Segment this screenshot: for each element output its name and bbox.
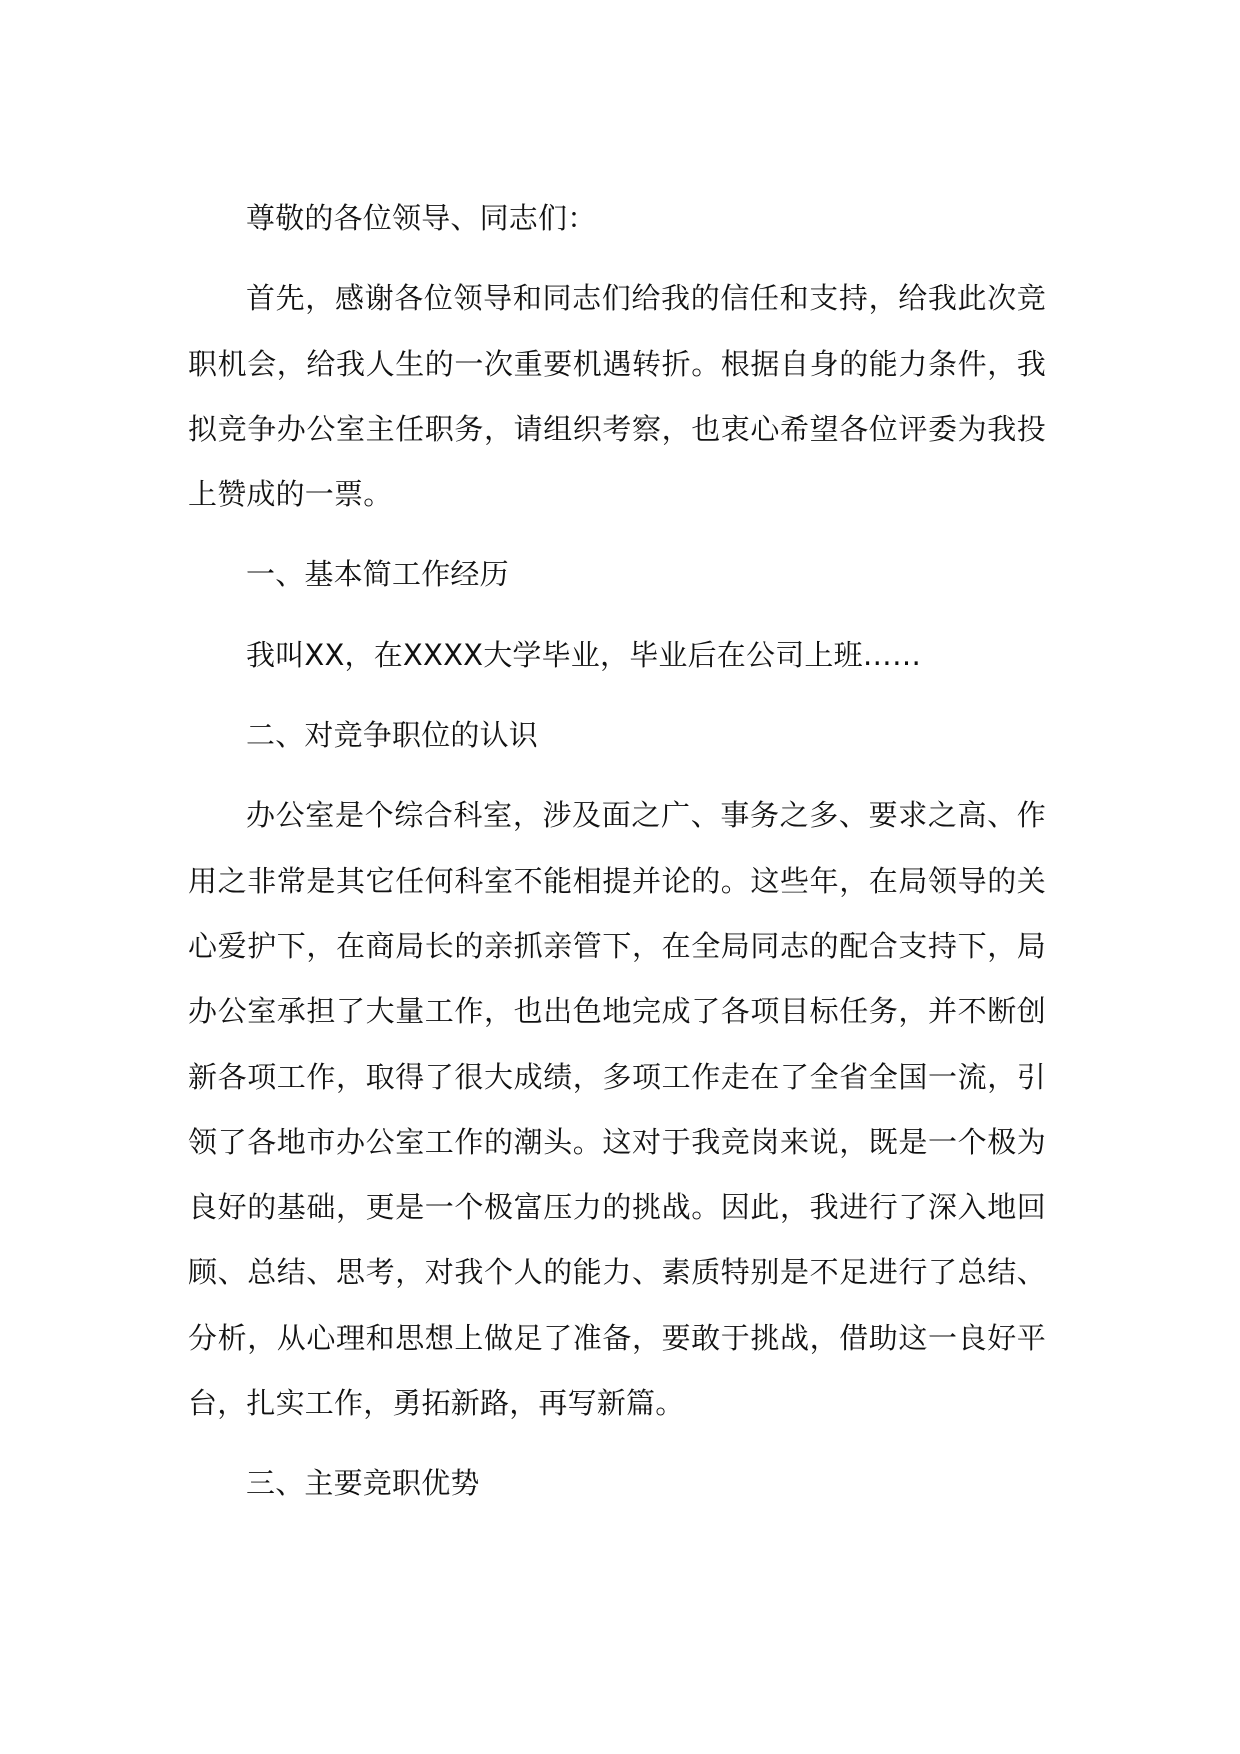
section-heading-3: 三、主要竞职优势 — [246, 1466, 480, 1501]
opening-paragraph: 首先，感谢各位领导和同志们给我的信任和支持，给我此次竞职机会，给我人生的一次重要机遇转折。根据自身的能力条件，我拟竞争办公室主任职务，请组织考察，也衷心希望各位评委为我投上赞成的一票。 — [188, 281, 1046, 512]
position-understanding-paragraph: 办公室是个综合科室，涉及面之广、事务之多、要求之高、作用之非常是其它任何科室不能相提并论的。这些年，在局领导的关心爱护下，在商局长的亲抓亲管下，在全局同志的配合支持下，局办公室承担了大量工作，也出色地完成了各项目标任务，并不断创新各项工作，取得了很大成绩，多项工作走在了全省全国一流，引领了各地市办公室工作的潮头。这对于我竞岗来说，既是一个极为良好的基础，更是一个极富压力的挑战。因此，我进行了深入地回顾、总结、思考，对我个人的能力、素质特别是不足进行了总结、分析，从心理和思想上做足了准备，要敢于挑战，借助这一良好平台，扎实工作，勇拓新路，再写新篇。 — [188, 798, 1046, 1421]
document-body — [188, 186, 1046, 1517]
section-heading-2: 二、对竞争职位的认识 — [246, 718, 539, 753]
section-heading-1: 一、基本简工作经历 — [246, 557, 509, 592]
salutation: 尊敬的各位领导、同志们： — [246, 201, 597, 235]
work-experience-paragraph: 我叫XX，在XXXX大学毕业，毕业后在公司上班…… — [246, 637, 922, 672]
